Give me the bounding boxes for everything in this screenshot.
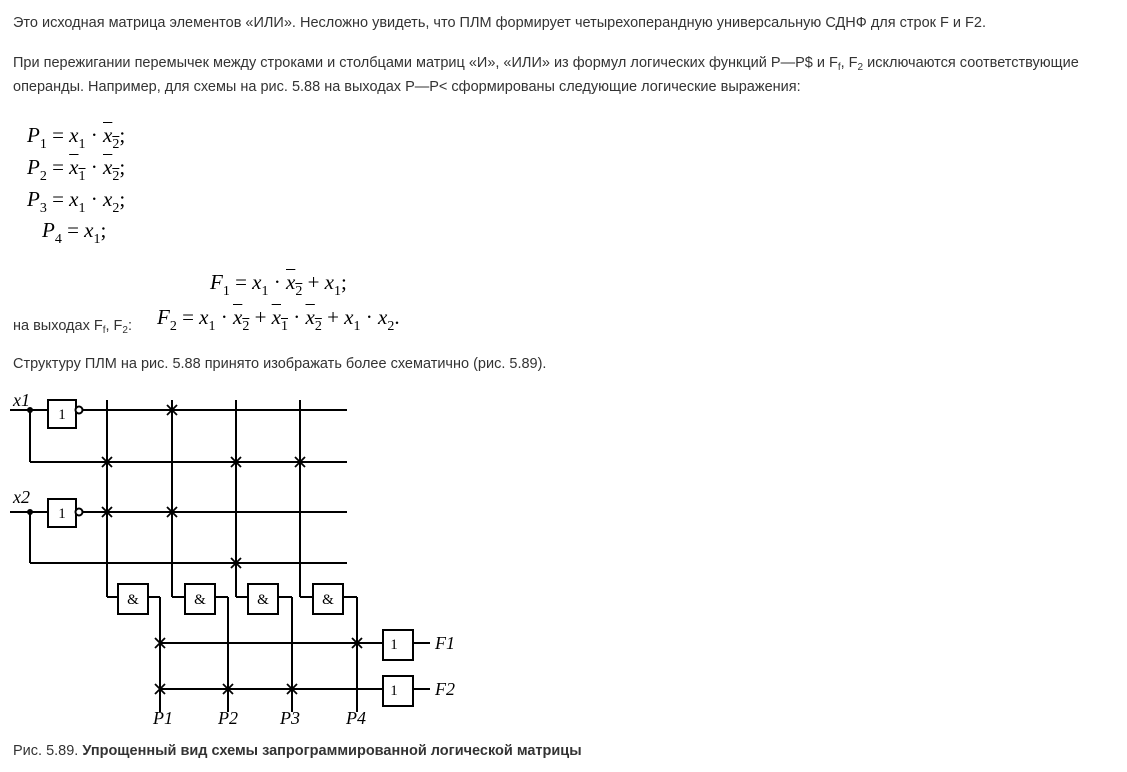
paragraph-2: При пережигании перемычек между строками и столбцами матриц «И», «ИЛИ» из формул логических функций P—P$ и $F_f$, $F_2$ исключаются соответствующие операнды. Например, для схемы на рис. 5.88 на выходах P—P< сформированы следующие логические выражения: <box>13 55 1079 95</box>
and-gate-p1-label: & <box>127 592 139 608</box>
outputs-label: на выходах $F_f$, $F_2$: <box>13 318 133 336</box>
figure-caption <box>13 743 582 759</box>
or-gate-f1 <box>383 630 413 660</box>
connection-marks <box>102 405 362 694</box>
label-p4: P4 <box>346 708 366 728</box>
equation-p2: $P_2 = x_1 \cdot x_2$; <box>27 155 126 184</box>
equation-p3: $P_3 = x_1 \cdot x_2$; <box>27 187 126 216</box>
equation-f2: $F_2 = x_1 \cdot x_2 + x_1 \cdot x_2 + x_1 \cdot x_2$. <box>157 305 400 334</box>
paragraph-3: Структуру ПЛМ на рис. 5.88 принято изображать более схематично (рис. 5.89). <box>13 356 547 372</box>
label-p2: P2 <box>218 708 238 728</box>
or-gate-f2 <box>383 676 413 706</box>
or-gate-f2-label: 1 <box>390 683 398 699</box>
label-p1: P1 <box>153 708 173 728</box>
label-x1: x1 <box>13 390 30 410</box>
equation-p1: $P_1 = x_1 \cdot x_2$; <box>27 123 126 152</box>
paragraph-1: Это исходная матрица элементов «ИЛИ». Несложно увидеть, что ПЛМ формирует четырехоперандную универсальную СДНФ для строк F и F2. <box>13 15 986 31</box>
caption-title: Упрощенный вид схемы запрограммированной логической матрицы <box>82 743 582 759</box>
equation-p4: $P_4 = x_1$; <box>42 218 107 247</box>
label-x2: x2 <box>13 487 30 507</box>
and-gate-p4-label: & <box>322 592 334 608</box>
equation-f1: $F_1 = x_1 \cdot x_2 + x_1$; <box>210 270 347 299</box>
pla-diagram <box>10 387 470 737</box>
not-gate-x2-label: 1 <box>58 506 66 522</box>
not-gate-x1-label: 1 <box>58 407 66 423</box>
label-f2: F2 <box>435 679 455 699</box>
or-gate-f1-label: 1 <box>390 637 398 653</box>
label-p3: P3 <box>280 708 300 728</box>
label-f1: F1 <box>435 633 455 653</box>
caption-number: Рис. 5.89. <box>13 743 79 759</box>
and-gate-p2-label: & <box>194 592 206 608</box>
and-gate-p3-label: & <box>257 592 269 608</box>
